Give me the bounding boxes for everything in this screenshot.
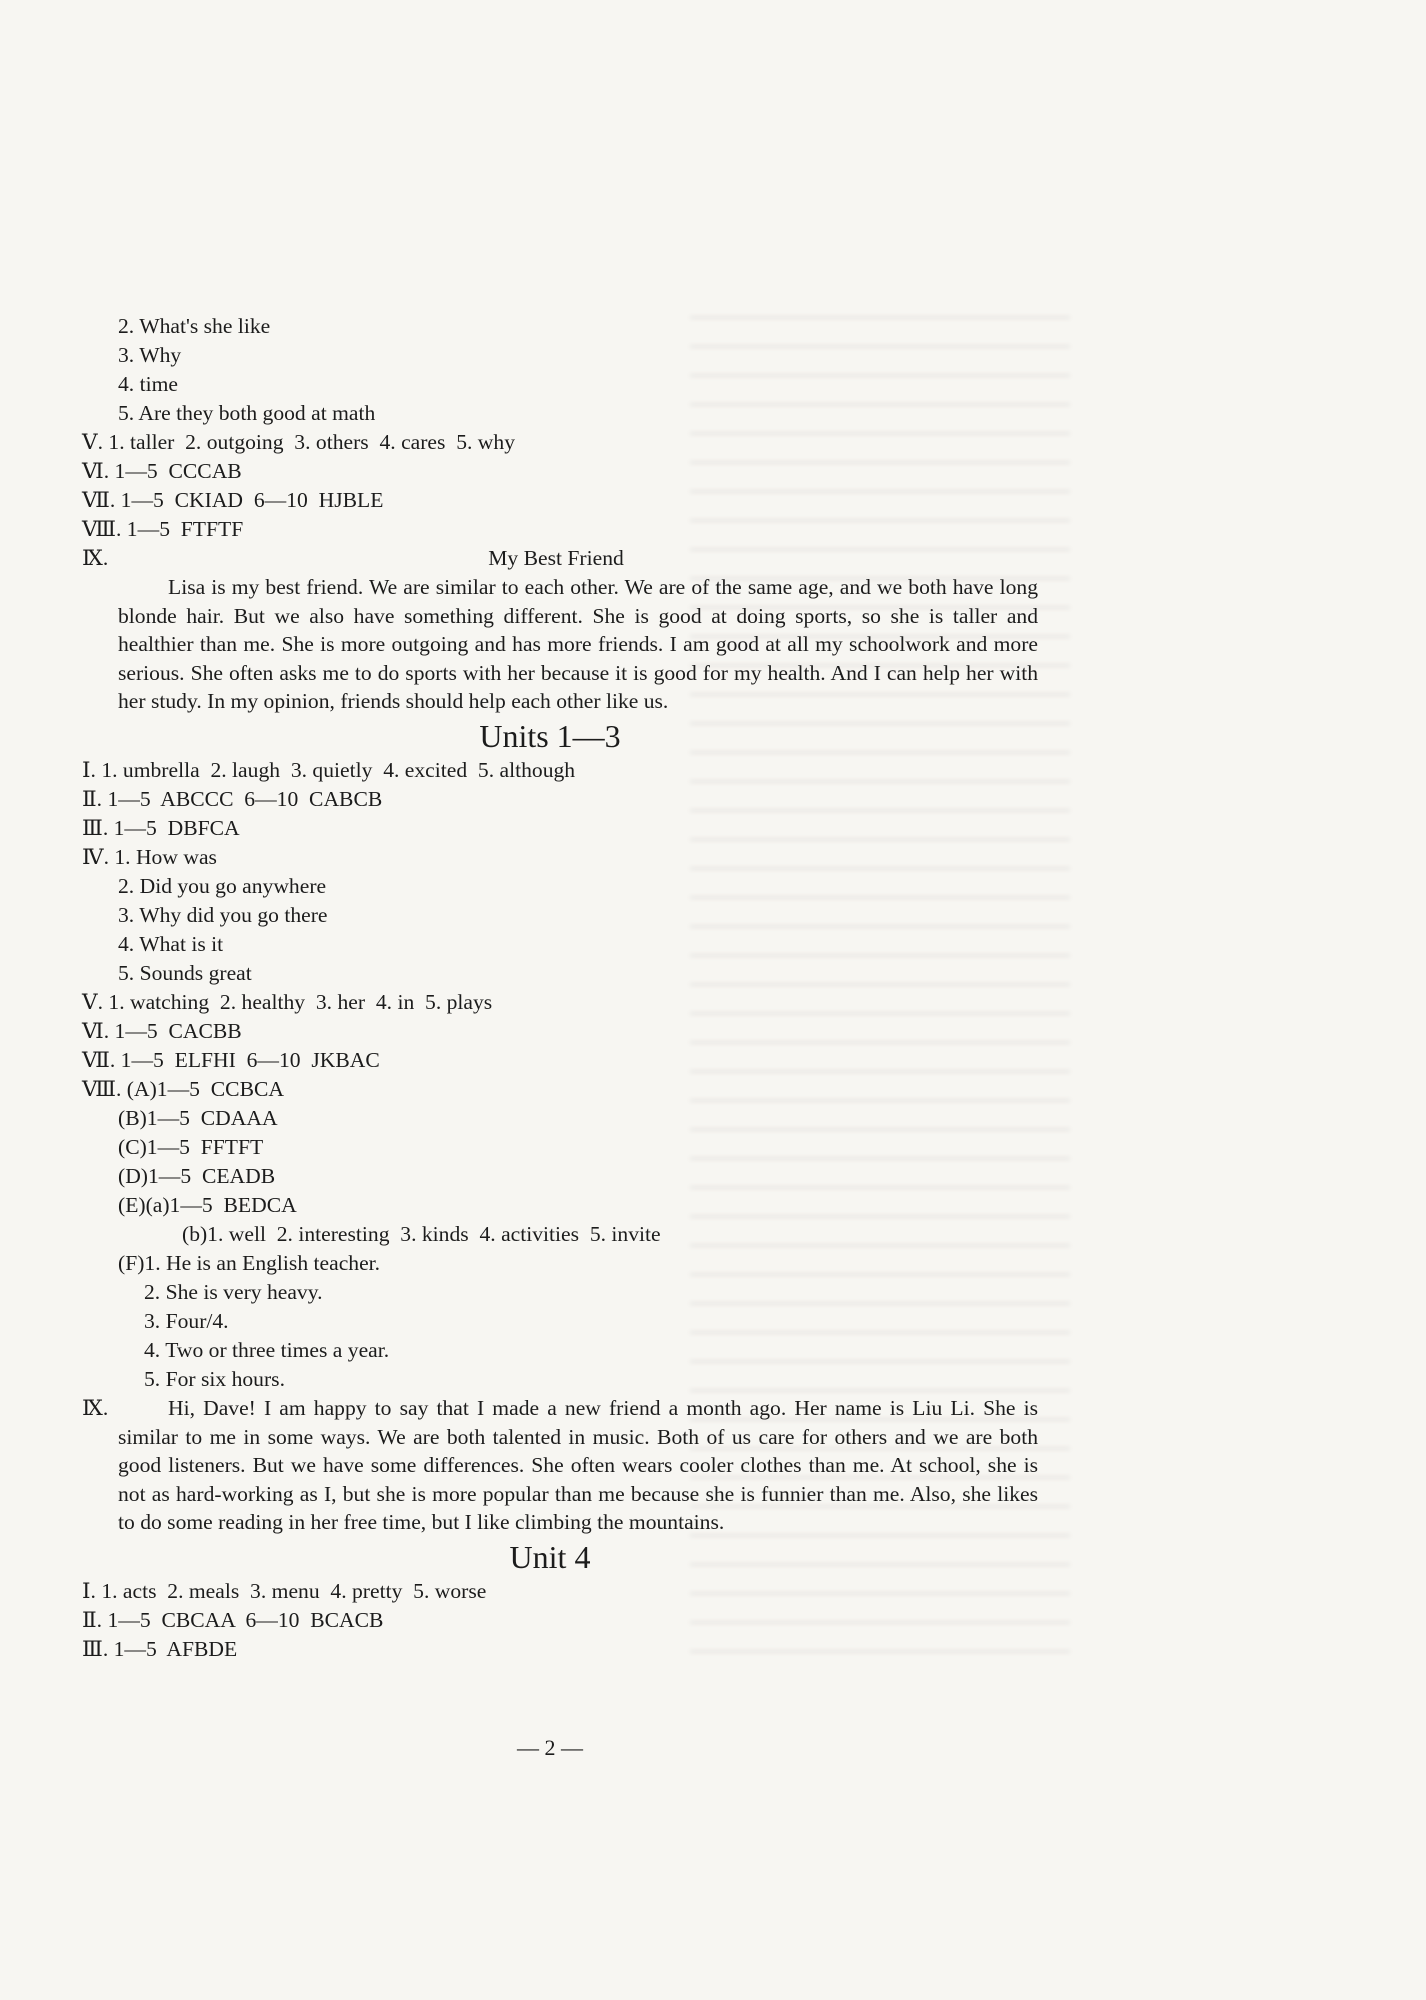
essay-title: My Best Friend xyxy=(488,546,624,570)
answer-line: Ⅶ. 1—5 CKIAD 6—10 HJBLE xyxy=(82,488,384,512)
answer-line: 3. Why did you go there xyxy=(118,902,328,927)
answer-line: Ⅷ. (A)1—5 CCBCA xyxy=(82,1076,284,1101)
essay-block xyxy=(82,1394,1038,1537)
answer-line: 4. Two or three times a year. xyxy=(144,1337,390,1362)
answer-line: Ⅳ. 1. How was xyxy=(82,844,217,869)
answer-line: Ⅶ. 1—5 ELFHI 6—10 JKBAC xyxy=(82,1047,380,1072)
answer-line: Ⅵ. 1—5 CCCAB xyxy=(82,459,242,483)
answer-line: 2. What's she like xyxy=(118,314,271,338)
answer-line: 3. Why xyxy=(118,343,182,367)
answer-content xyxy=(82,312,1038,1664)
answer-line: Ⅲ. 1—5 DBFCA xyxy=(82,815,240,840)
answer-line: 4. What is it xyxy=(118,931,224,956)
answer-line: (C)1—5 FFTFT xyxy=(118,1134,264,1159)
answer-line: 5. Are they both good at math xyxy=(118,401,376,425)
answer-line: (E)(a)1—5 BEDCA xyxy=(118,1192,297,1217)
answer-line: Ⅱ. 1—5 CBCAA 6—10 BCACB xyxy=(82,1607,384,1632)
answer-line: Ⅴ. 1. watching 2. healthy 3. her 4. in 5. plays xyxy=(82,989,493,1014)
answer-line: 3. Four/4. xyxy=(144,1308,229,1333)
section-title: Units 1—3 xyxy=(479,717,621,754)
answer-line: 5. Sounds great xyxy=(118,960,252,985)
answer-line: Ⅷ. 1—5 FTFTF xyxy=(82,517,244,541)
section-label: Ⅸ. xyxy=(82,546,109,570)
answer-line: (D)1—5 CEADB xyxy=(118,1163,276,1188)
answer-line: Ⅵ. 1—5 CACBB xyxy=(82,1018,242,1043)
answer-line: Ⅱ. 1—5 ABCCC 6—10 CABCB xyxy=(82,786,383,811)
answer-line: 5. For six hours. xyxy=(144,1366,285,1391)
essay-header-line xyxy=(82,544,1038,573)
answer-line: 2. She is very heavy. xyxy=(144,1279,323,1304)
answer-line: (F)1. He is an English teacher. xyxy=(118,1250,381,1275)
answer-line: (B)1—5 CDAAA xyxy=(118,1105,278,1130)
answer-line: Ⅲ. 1—5 AFBDE xyxy=(82,1636,238,1661)
answer-line: Ⅴ. 1. taller 2. outgoing 3. others 4. cares 5. why xyxy=(82,430,515,454)
answer-line: (b)1. well 2. interesting 3. kinds 4. activities 5. invite xyxy=(182,1221,661,1246)
answer-line: 4. time xyxy=(118,372,178,396)
section-title: Unit 4 xyxy=(509,1538,591,1575)
answer-line: Ⅰ. 1. umbrella 2. laugh 3. quietly 4. excited 5. although xyxy=(82,757,576,782)
section-label: Ⅸ. xyxy=(82,1395,109,1420)
answer-line: Ⅰ. 1. acts 2. meals 3. menu 4. pretty 5. worse xyxy=(82,1578,487,1603)
answer-line: 2. Did you go anywhere xyxy=(118,873,327,898)
essay-paragraph: Hi, Dave! I am happy to say that I made a new friend a month ago. Her name is Liu Li. She is similar to me in some ways. We are both talented in music. Both of us care for others and we are both good listeners. But we have some differences. She often wears cooler clothes than me. At school, she is not as hard-working as I, but she is more popular than me because she is funnier than me. Also, she likes to do some reading in her free time, but I like climbing the mountains. xyxy=(118,1395,1038,1535)
essay-paragraph: Lisa is my best friend. We are similar to each other. We are of the same age, and we both have long blonde hair. But we also have something different. She is good at doing sports, so she is taller and healthier than me. She is more outgoing and has more friends. I am good at all my schoolwork and more serious. She often asks me to do sports with her because it is good for my health. And I can help her with her study. In my opinion, friends should help each other like us. xyxy=(118,575,1038,714)
page-number: — 2 — xyxy=(517,1735,583,1760)
